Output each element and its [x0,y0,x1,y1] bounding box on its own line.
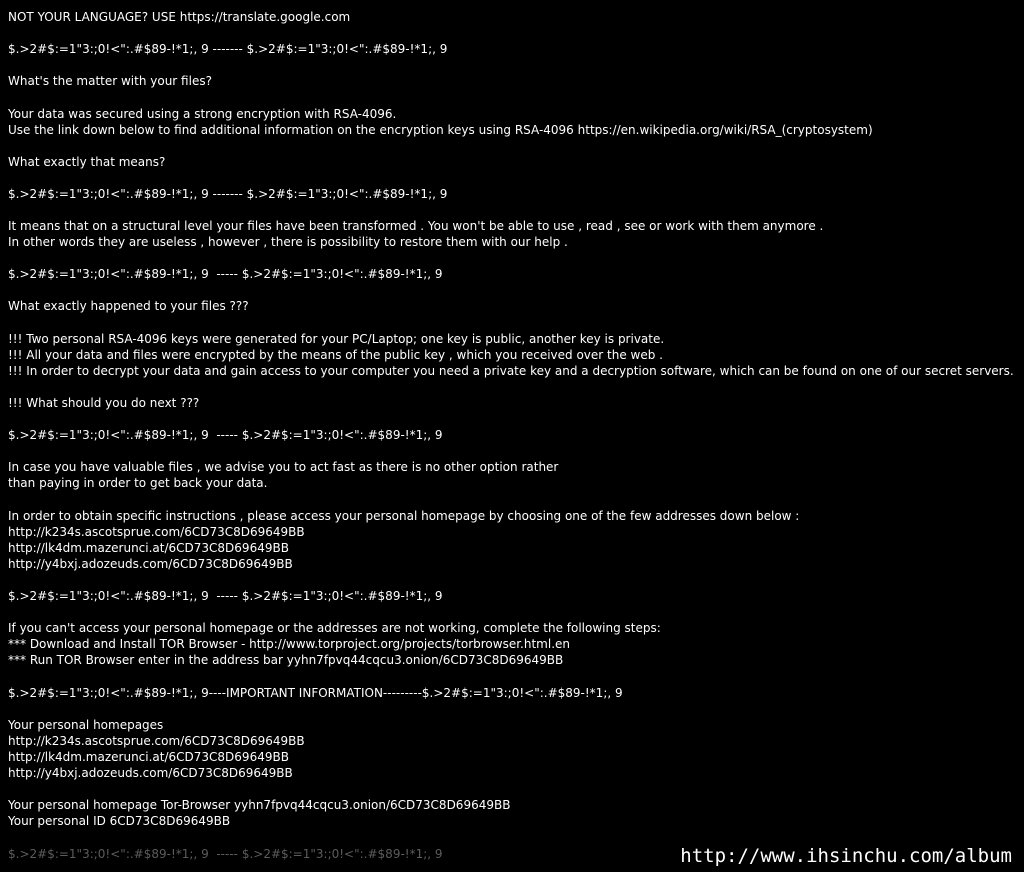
body-text: It means that on a structural level your files have been transformed . You won't be able to use , read , see or work with them anymore . [8,219,824,233]
body-text: If you can't access your personal homepage or the addresses are not working, complete the following steps: [8,621,661,635]
tor-homepage: Your personal homepage Tor-Browser yyhn7fpvq44cqcu3.onion/6CD73C8D69649BB [8,798,511,812]
separator-line: $.>2#$:=1"3:;0!<":.#$89-!*1;, 9 ------- $.>2#$:=1"3:;0!<":.#$89-!*1;, 9 [8,187,448,201]
homepage-url: http://k234s.ascotsprue.com/6CD73C8D69649BB [8,734,305,748]
homepage-url: http://y4bxj.adozeuds.com/6CD73C8D69649BB [8,557,293,571]
personal-id: Your personal ID 6CD73C8D69649BB [8,814,231,828]
instruction-step: *** Run TOR Browser enter in the address bar yyhn7fpvq44cqcu3.onion/6CD73C8D69649BB [8,653,564,667]
body-text: !!! Two personal RSA-4096 keys were generated for your PC/Laptop; one key is public, another key is private. [8,332,665,346]
body-text: Use the link down below to find additional information on the encryption keys using RSA-4096 https://en.wikipedia.org/wiki/RSA_(cryptosystem) [8,123,873,137]
section-heading: Your personal homepages [8,718,164,732]
separator-line: $.>2#$:=1"3:;0!<":.#$89-!*1;, 9 ------- $.>2#$:=1"3:;0!<":.#$89-!*1;, 9 [8,42,448,56]
instruction-step: *** Download and Install TOR Browser - http://www.torproject.org/projects/torbrowser.html.en [8,637,570,651]
language-hint: NOT YOUR LANGUAGE? USE https://translate.google.com [8,10,351,24]
separator-line: $.>2#$:=1"3:;0!<":.#$89-!*1;, 9 ----- $.>2#$:=1"3:;0!<":.#$89-!*1;, 9 [8,267,443,281]
homepage-url: http://k234s.ascotsprue.com/6CD73C8D69649BB [8,525,305,539]
important-separator: $.>2#$:=1"3:;0!<":.#$89-!*1;, 9----IMPORTANT INFORMATION---------$.>2#$:=1"3:;0!<":.#$89-!*1;, 9 [8,686,623,700]
body-text: Your data was secured using a strong encryption with RSA-4096. [8,107,397,121]
section-heading: What exactly happened to your files ??? [8,299,249,313]
watermark-text: http://www.ihsinchu.com/album [680,845,1012,867]
body-text: than paying in order to get back your data. [8,476,268,490]
section-heading: !!! What should you do next ??? [8,396,200,410]
body-text: In order to obtain specific instructions , please access your personal homepage by choosing one of the few addresses down below : [8,509,800,523]
section-heading: What exactly that means? [8,155,166,169]
body-text: !!! All your data and files were encrypted by the means of the public key , which you received over the web . [8,348,663,362]
homepage-url: http://y4bxj.adozeuds.com/6CD73C8D69649BB [8,766,293,780]
separator-line: $.>2#$:=1"3:;0!<":.#$89-!*1;, 9 ----- $.>2#$:=1"3:;0!<":.#$89-!*1;, 9 [8,428,443,442]
body-text: In case you have valuable files , we advise you to act fast as there is no other option rather [8,460,559,474]
homepage-url: http://lk4dm.mazerunci.at/6CD73C8D69649BB [8,541,289,555]
separator-line: $.>2#$:=1"3:;0!<":.#$89-!*1;, 9 ----- $.>2#$:=1"3:;0!<":.#$89-!*1;, 9 [8,589,443,603]
body-text: In other words they are useless , however , there is possibility to restore them with our help . [8,235,568,249]
homepage-url: http://lk4dm.mazerunci.at/6CD73C8D69649BB [8,750,289,764]
separator-line-faded: $.>2#$:=1"3:;0!<":.#$89-!*1;, 9 ----- $.>2#$:=1"3:;0!<":.#$89-!*1;, 9 [8,847,443,861]
body-text: !!! In order to decrypt your data and gain access to your computer you need a private key and a decryption software, which can be found on one of our secret servers. [8,364,1014,378]
section-heading: What's the matter with your files? [8,74,212,88]
